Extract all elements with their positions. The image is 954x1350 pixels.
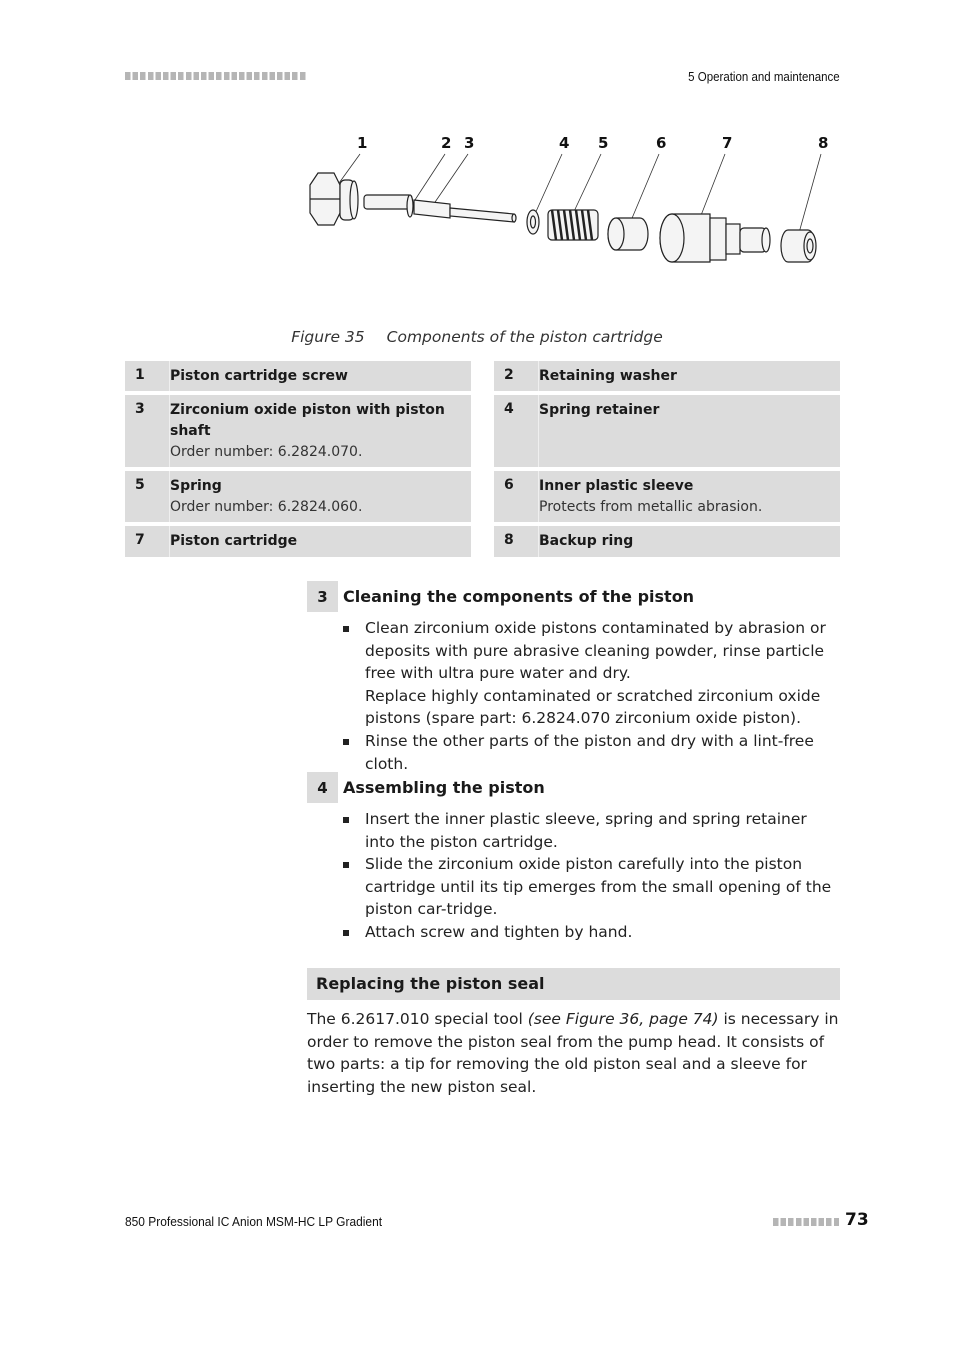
legend-cell bbox=[125, 361, 471, 391]
legend-row bbox=[125, 395, 840, 467]
legend-title: Piston cartridge screw bbox=[170, 368, 348, 384]
legend-row bbox=[125, 361, 840, 391]
legend-title: Retaining washer bbox=[539, 368, 677, 384]
page-number: 73 bbox=[845, 1210, 869, 1230]
section-heading: Replacing the piston seal bbox=[307, 968, 840, 1000]
legend-cell bbox=[125, 395, 471, 467]
legend-subtext: Order number: 6.2824.070. bbox=[170, 444, 363, 460]
step-number: 4 bbox=[307, 772, 338, 803]
step-4-heading bbox=[307, 772, 840, 803]
step-3-heading bbox=[307, 581, 840, 612]
callout-6: 6 bbox=[656, 134, 667, 152]
step-4-bullets bbox=[307, 808, 840, 944]
callout-3: 3 bbox=[464, 134, 475, 152]
legend-cell bbox=[494, 395, 840, 467]
callout-4: 4 bbox=[559, 134, 570, 152]
chapter-title: 5 Operation and maintenance bbox=[688, 70, 840, 84]
callout-7: 7 bbox=[722, 134, 733, 152]
step-3-bullets bbox=[307, 617, 840, 775]
step-number: 3 bbox=[307, 581, 338, 612]
figure-caption-label: Figure 35 bbox=[291, 328, 365, 346]
bullet-item: Insert the inner plastic sleeve, spring and spring retainer into the piston cartridge. bbox=[343, 808, 840, 853]
para-text: The 6.2617.010 special tool bbox=[307, 1010, 528, 1028]
step-title: Assembling the piston bbox=[343, 778, 545, 797]
legend-number: 3 bbox=[125, 395, 170, 467]
legend-number: 6 bbox=[494, 471, 539, 522]
figure-reference-link[interactable]: (see Figure 36, page 74) bbox=[527, 1010, 719, 1028]
legend-cell bbox=[494, 526, 840, 557]
callout-8: 8 bbox=[818, 134, 829, 152]
step-4-section bbox=[307, 772, 840, 944]
legend-title: Spring retainer bbox=[539, 402, 660, 418]
legend-number: 5 bbox=[125, 471, 170, 522]
legend-row bbox=[125, 471, 840, 522]
header-decoration bbox=[125, 72, 307, 80]
callout-2: 2 bbox=[441, 134, 452, 152]
legend-number: 7 bbox=[125, 526, 170, 557]
step-title: Cleaning the components of the piston bbox=[343, 587, 695, 606]
bullet-item bbox=[343, 617, 840, 730]
legend-title: Backup ring bbox=[539, 533, 634, 549]
piston-cartridge-illustration bbox=[300, 128, 845, 288]
legend-subtext: Protects from metallic abrasion. bbox=[539, 499, 763, 515]
legend-number: 2 bbox=[494, 361, 539, 391]
seal-paragraph bbox=[307, 1008, 840, 1098]
legend-cell bbox=[494, 471, 840, 522]
footer-decoration bbox=[773, 1218, 839, 1226]
step-3-section bbox=[307, 581, 840, 775]
bullet-item: Attach screw and tighten by hand. bbox=[343, 921, 840, 944]
bullet-text: Clean zirconium oxide pistons contaminated by abrasion or deposits with pure abrasive cleaning powder, rinse particle free with ultra pure water and dry. bbox=[365, 619, 826, 683]
legend-row bbox=[125, 526, 840, 557]
legend-title: Inner plastic sleeve bbox=[539, 478, 694, 494]
figure-caption bbox=[0, 328, 954, 346]
footer-document-title: 850 Professional IC Anion MSM-HC LP Gradient bbox=[125, 1214, 383, 1229]
piston-cartridge-figure bbox=[300, 128, 845, 288]
legend-number: 4 bbox=[494, 395, 539, 467]
legend-title: Spring bbox=[170, 478, 222, 494]
callout-5: 5 bbox=[598, 134, 609, 152]
legend-cell bbox=[125, 471, 471, 522]
para-text: is necessary in order to remove the piston seal from the pump head. It consists of two parts: a tip for removing the old piston seal and a sleeve for inserting the new piston seal. bbox=[307, 1010, 839, 1096]
legend-number: 1 bbox=[125, 361, 170, 391]
bullet-item: Slide the zirconium oxide piston carefully into the piston cartridge until its tip emerges from the small opening of the piston car-tridge. bbox=[343, 853, 840, 921]
figure-caption-text: Components of the piston cartridge bbox=[386, 328, 663, 346]
legend-title: Zirconium oxide piston with piston shaft bbox=[170, 402, 445, 439]
legend-title: Piston cartridge bbox=[170, 533, 298, 549]
parts-drawing bbox=[310, 173, 816, 262]
legend-number: 8 bbox=[494, 526, 539, 557]
callout-1: 1 bbox=[357, 134, 368, 152]
bullet-extra-text: Replace highly contaminated or scratched zirconium oxide pistons (spare part: 6.2824.070 zirconium oxide piston). bbox=[365, 686, 821, 728]
legend-subtext: Order number: 6.2824.060. bbox=[170, 499, 363, 515]
legend-table bbox=[125, 361, 840, 561]
legend-cell bbox=[494, 361, 840, 391]
legend-cell bbox=[125, 526, 471, 557]
bullet-item: Rinse the other parts of the piston and dry with a lint-free cloth. bbox=[343, 730, 840, 775]
